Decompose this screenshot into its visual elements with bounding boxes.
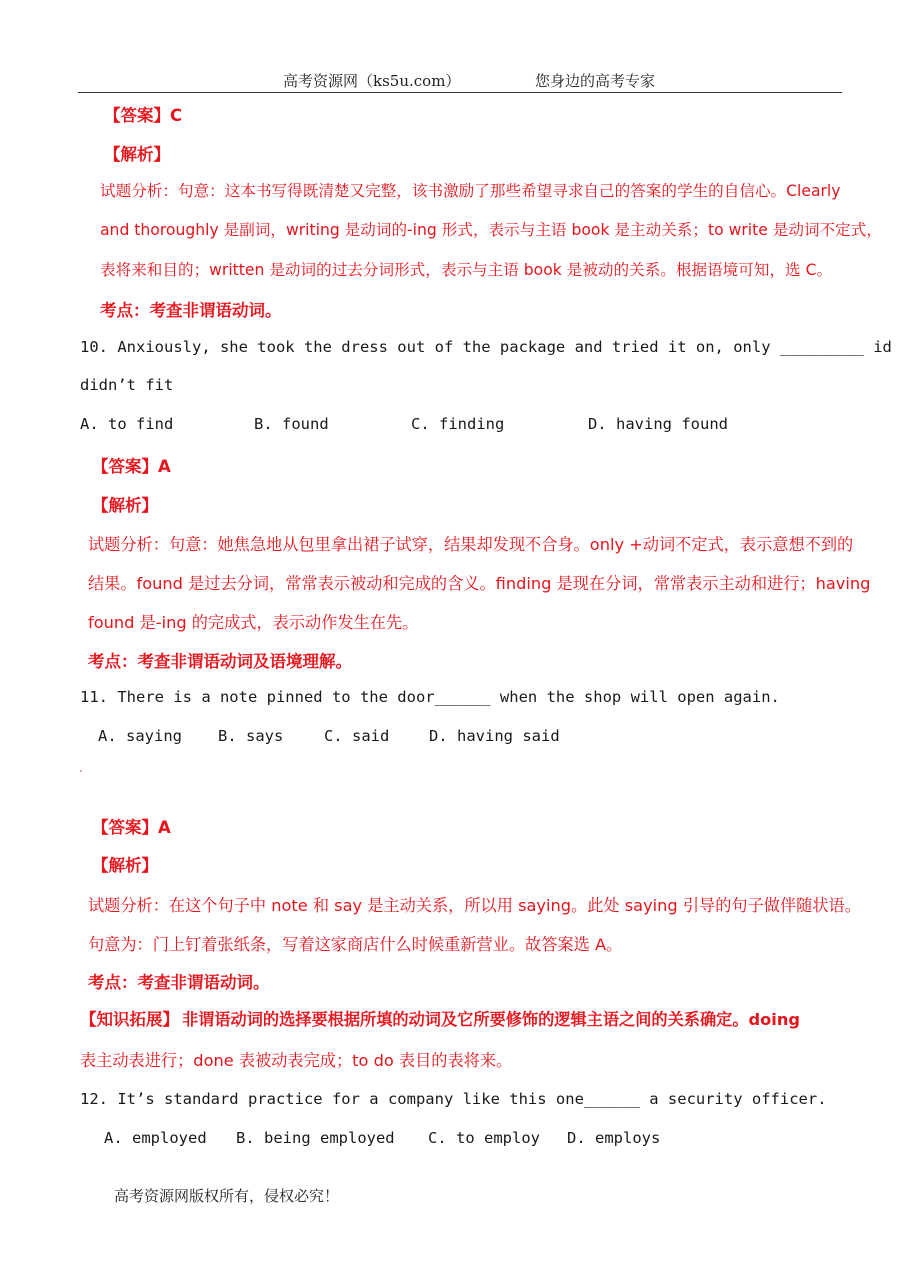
- q11-extension-line-2: 表主动表进行；done 表被动表完成；to do 表目的表将来。: [80, 1051, 513, 1070]
- q12-option-a: A. employed: [104, 1129, 207, 1147]
- q12-option-b: B. being employed: [236, 1129, 395, 1147]
- q10-analysis-label: 【解析】: [92, 496, 158, 515]
- q9-point: 考点：考查非谓语动词。: [100, 301, 282, 320]
- q9-analysis-label: 【解析】: [104, 145, 170, 164]
- q10-stem-line-1: 10. Anxiously, she took the dress out of the package and tried it on, only _________ id: [80, 338, 892, 356]
- q11-analysis-line-1: 试题分析：在这个句子中 note 和 say 是主动关系，所以用 saying。此处 saying 引导的句子做伴随状语。: [88, 896, 861, 915]
- q9-analysis-line-3: 表将来和目的；written 是动词的过去分词形式，表示与主语 book 是被动的关系。根据语境可知，选 C。: [100, 261, 833, 279]
- q11-analysis-line-2: 句意为：门上钉着张纸条，写着这家商店什么时候重新营业。故答案选 A。: [88, 935, 623, 954]
- q11-extension-line-1: 非谓语动词的选择要根据所填的动词及它所要修饰的逻辑主语之间的关系确定。doing: [182, 1010, 800, 1029]
- q11-option-c: C. said: [324, 727, 390, 745]
- stray-mark: [80, 770, 82, 772]
- q11-analysis-label: 【解析】: [92, 856, 158, 875]
- footer-copyright: 高考资源网版权所有，侵权必究！: [114, 1187, 340, 1205]
- q11-answer: 【答案】A: [92, 818, 171, 837]
- q11-option-a: A. saying: [98, 727, 182, 745]
- q10-answer: 【答案】A: [92, 457, 171, 476]
- q10-point: 考点：考查非谓语动词及语境理解。: [88, 652, 352, 671]
- q11-extension-label: 【知识拓展】: [80, 1010, 179, 1029]
- q12-option-d: D. employs: [567, 1129, 661, 1147]
- q10-option-c: C. finding: [411, 415, 505, 433]
- header-site: 高考资源网（ks5u.com）: [283, 72, 461, 90]
- q9-analysis-line-2: and thoroughly 是副词，writing 是动词的-ing 形式，表示与主语 book 是主动关系；to write 是动词不定式，: [100, 221, 882, 239]
- q10-stem-line-2: didn’t fit: [80, 376, 174, 394]
- header-slogan: 您身边的高考专家: [535, 72, 656, 90]
- q10-analysis-line-1: 试题分析：句意：她焦急地从包里拿出裙子试穿，结果却发现不合身。only +动词不定式，表示意想不到的: [88, 535, 854, 554]
- q9-answer: 【答案】C: [104, 106, 183, 125]
- q11-stem: 11. There is a note pinned to the door______ when the shop will open again.: [80, 688, 780, 706]
- q12-stem: 12. It’s standard practice for a company like this one______ a security officer.: [80, 1090, 827, 1108]
- q10-option-a: A. to find: [80, 415, 174, 433]
- q10-option-b: B. found: [254, 415, 329, 433]
- q10-analysis-line-3: found 是-ing 的完成式，表示动作发生在先。: [88, 613, 419, 632]
- q11-option-b: B. says: [218, 727, 284, 745]
- q10-option-d: D. having found: [588, 415, 728, 433]
- header-divider: [78, 92, 842, 93]
- q11-option-d: D. having said: [429, 727, 560, 745]
- q10-analysis-line-2: 结果。found 是过去分词，常常表示被动和完成的含义。finding 是现在分词，常常表示主动和进行；having: [88, 574, 871, 593]
- q9-analysis-line-1: 试题分析：句意：这本书写得既清楚又完整，该书激励了那些希望寻求自己的答案的学生的自信心。Clearly: [100, 182, 841, 200]
- q11-point: 考点：考查非谓语动词。: [88, 973, 270, 992]
- q12-option-c: C. to employ: [428, 1129, 540, 1147]
